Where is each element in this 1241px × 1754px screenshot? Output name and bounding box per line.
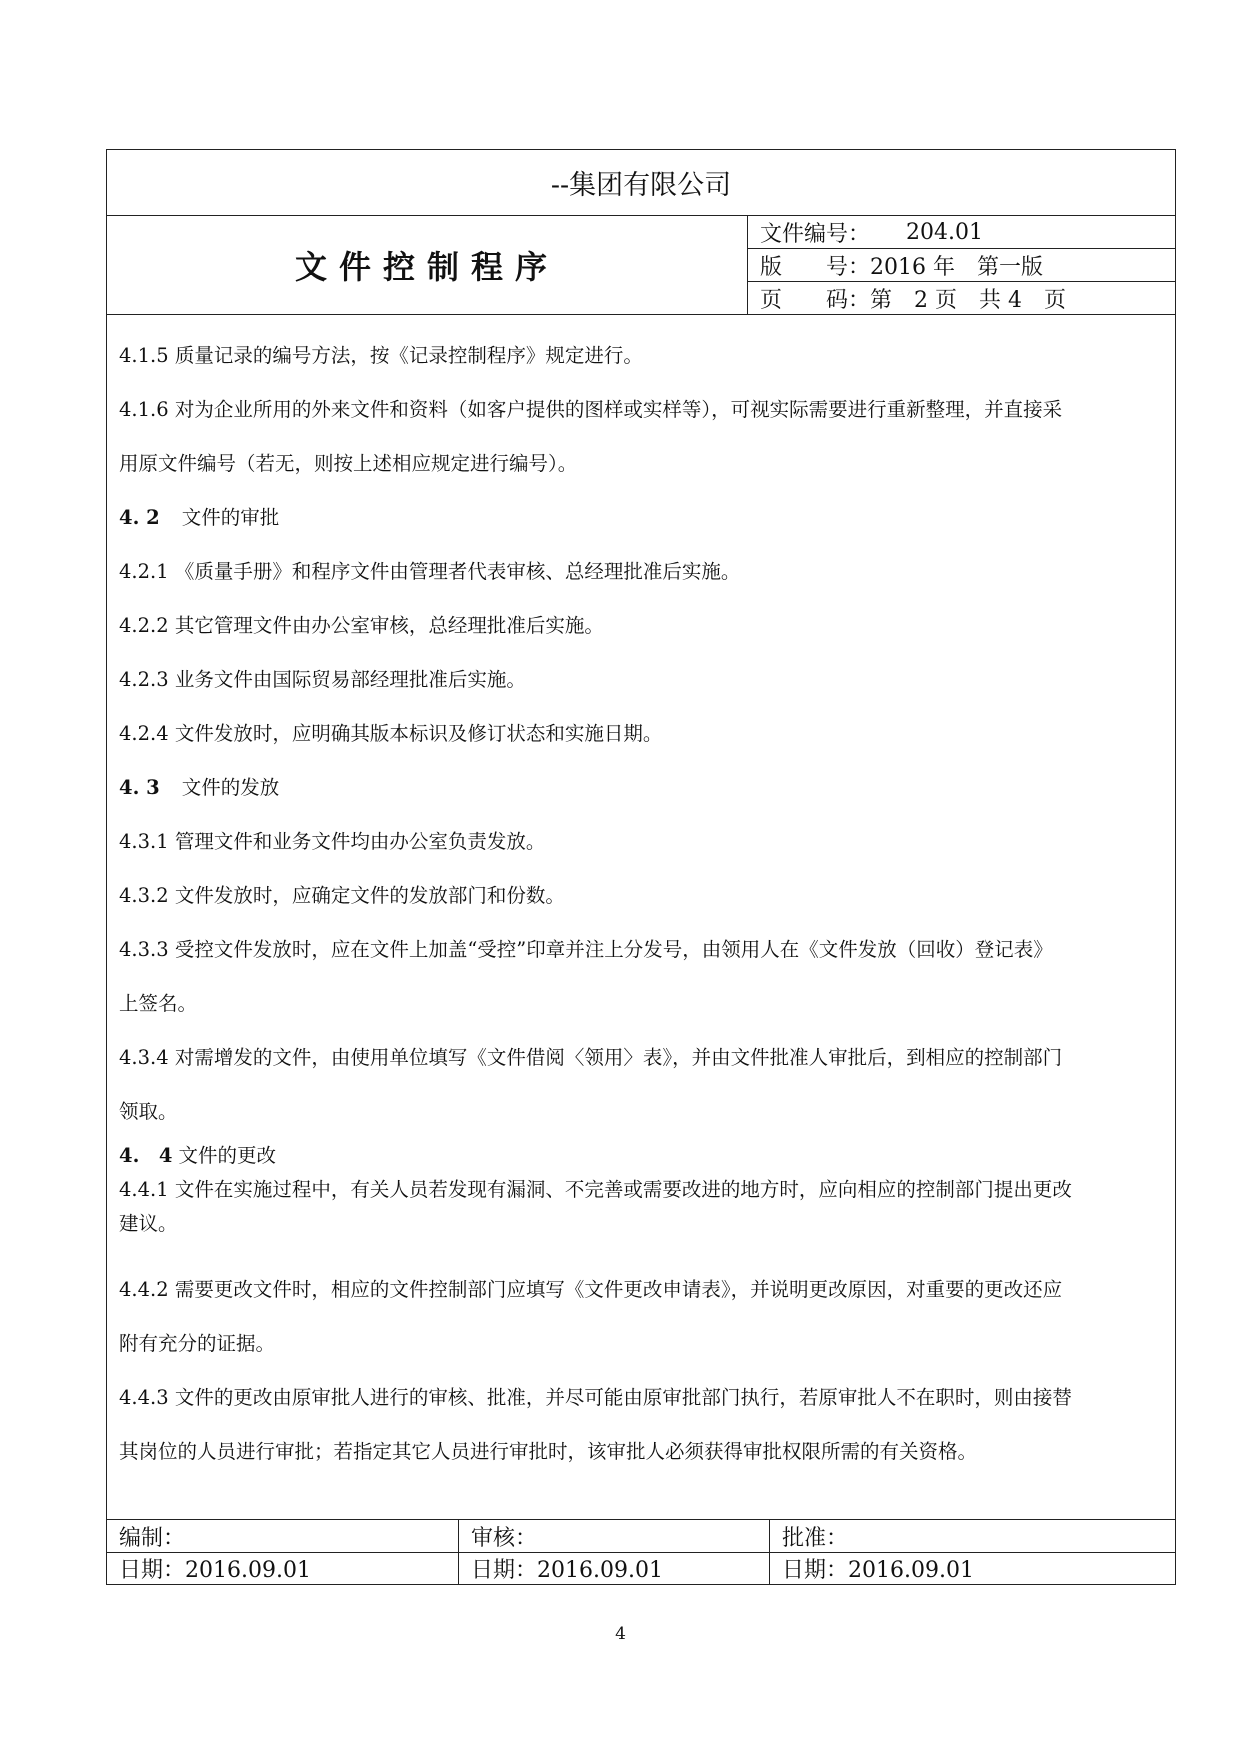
reviewed-column	[459, 1520, 770, 1584]
approved-label: 批准：	[782, 1525, 849, 1551]
document-title: 文件控制程序	[107, 216, 748, 314]
paragraph: 4.4.2 需要更改文件时，相应的文件控制部门应填写《文件更改申请表》，并说明更改原因，对重要的更改还应	[119, 1278, 1063, 1301]
section-heading-4-4	[119, 1139, 1165, 1173]
paragraph: 领取。	[119, 1100, 178, 1123]
doc-number-value: 204.01	[906, 219, 983, 245]
document-meta	[748, 216, 1175, 314]
paragraph: 用原文件编号（若无，则按上述相应规定进行编号）。	[119, 452, 578, 475]
paragraph: 4.1.6 对为企业所用的外来文件和资料（如客户提供的图样或实样等），可视实际需要进行重新整理，并直接采	[119, 398, 1063, 421]
paragraph: 附有充分的证据。	[119, 1332, 276, 1355]
paragraph: 4.2.2 其它管理文件由办公室审核，总经理批准后实施。	[119, 614, 604, 637]
version-label: 版 号：	[760, 254, 871, 280]
paragraph: 4.3.1 管理文件和业务文件均由办公室负责发放。	[119, 830, 546, 853]
document-frame	[106, 149, 1176, 1585]
doc-number-line	[748, 216, 1175, 248]
company-name: --集团有限公司	[107, 150, 1175, 216]
reviewed-date: 日期：2016.09.01	[459, 1552, 769, 1584]
page-line	[748, 281, 1175, 314]
paragraph: 4.3.4 对需增发的文件，由使用单位填写《文件借阅〈领用〉表》，并由文件批准人审批后，到相应的控制部门	[119, 1046, 1063, 1069]
prepared-column	[107, 1520, 459, 1584]
doc-number-label: 文件编号：	[760, 221, 871, 247]
section-title: 文件的审批	[181, 506, 280, 529]
page-number: 4	[615, 1624, 626, 1644]
section-number: 4. 2	[119, 506, 160, 529]
section-title: 文件的更改	[178, 1144, 276, 1167]
signature-block	[107, 1520, 1175, 1584]
prepared-label: 编制：	[119, 1525, 186, 1551]
paragraph: 其岗位的人员进行审批；若指定其它人员进行审批时，该审批人必须获得审批权限所需的有关资格。	[119, 1440, 978, 1463]
prepared-date: 日期：2016.09.01	[107, 1552, 458, 1584]
paragraph: 4.2.1 《质量手册》和程序文件由管理者代表审核、总经理批准后实施。	[119, 560, 741, 583]
section-number: 4. 4	[119, 1144, 173, 1167]
paragraph: 4.1.5 质量记录的编号方法，按《记录控制程序》规定进行。	[119, 344, 643, 367]
document-body	[107, 315, 1175, 1520]
reviewed-label: 审核：	[471, 1525, 538, 1551]
paragraph: 4.2.3 业务文件由国际贸易部经理批准后实施。	[119, 668, 526, 691]
paragraph: 上签名。	[119, 992, 198, 1015]
paragraph: 建议。	[119, 1212, 178, 1235]
section-heading-4-2	[119, 491, 1165, 545]
paragraph: 4.4.3 文件的更改由原审批人进行的审核、批准，并尽可能由原审批部门执行，若原审批人不在职时，则由接替	[119, 1386, 1072, 1409]
section-heading-4-3	[119, 761, 1165, 815]
approved-date: 日期：2016.09.01	[770, 1552, 1175, 1584]
paragraph: 4.3.2 文件发放时，应确定文件的发放部门和份数。	[119, 884, 565, 907]
paragraph: 4.2.4 文件发放时，应明确其版本标识及修订状态和实施日期。	[119, 722, 663, 745]
approved-column	[770, 1520, 1175, 1584]
paragraph: 4.4.1 文件在实施过程中，有关人员若发现有漏洞、不完善或需要改进的地方时，应向相应的控制部门提出更改	[119, 1178, 1072, 1201]
version-line	[748, 248, 1175, 281]
section-number: 4. 3	[119, 776, 160, 799]
page-value: 第 2 页 共 4 页	[870, 287, 1066, 313]
paragraph: 4.3.3 受控文件发放时，应在文件上加盖“受控”印章并注上分发号，由领用人在《文件发放（回收）登记表》	[119, 938, 1053, 961]
document-header	[107, 216, 1175, 315]
section-title: 文件的发放	[181, 776, 280, 799]
version-value: 2016 年 第一版	[870, 254, 1043, 280]
page-label: 页 码：	[760, 287, 871, 313]
